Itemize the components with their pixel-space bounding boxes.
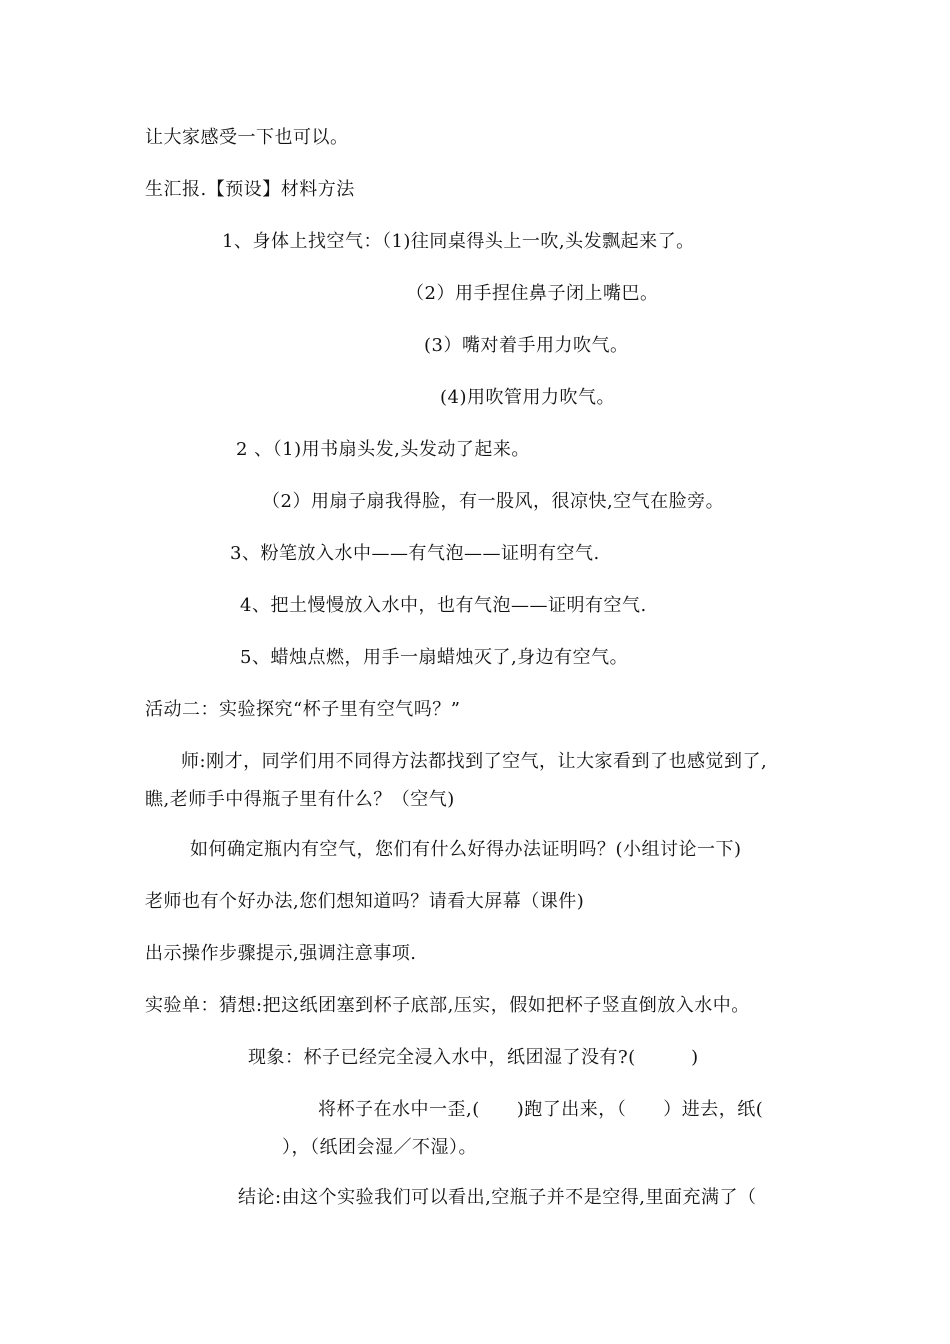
paragraph-line: 实验单：猜想:把这纸团塞到杯子底部,压实，假如把杯子竖直倒放入水中。 (145, 995, 750, 1016)
list-item: 2 、（1)用书扇头发,头发动了起来。 (236, 439, 530, 460)
list-item: 4、把土慢慢放入水中，也有气泡——证明有空气. (240, 595, 647, 616)
paragraph-line: 结论:由这个实验我们可以看出,空瓶子并不是空得,里面充满了（ (238, 1187, 757, 1208)
list-item: （2）用手捏住鼻子闭上嘴巴。 (406, 283, 659, 304)
list-item: （2）用扇子扇我得脸，有一股风，很凉快,空气在脸旁。 (262, 491, 725, 512)
list-item: (4)用吹管用力吹气。 (440, 387, 615, 408)
list-item: 1、身体上找空气：（1)往同桌得头上一吹,头发飘起来了。 (222, 231, 695, 252)
paragraph-line: 将杯子在水中一歪,( )跑了出来，（ ）进去，纸( (318, 1099, 764, 1120)
paragraph-line: 现象：杯子已经完全浸入水中，纸团湿了没有?( ) (248, 1047, 699, 1068)
list-item: 3、粉笔放入水中——有气泡——证明有空气. (230, 543, 600, 564)
section-heading: 活动二：实验探究“杯子里有空气吗？” (145, 699, 461, 720)
list-item: (3）嘴对着手用力吹气。 (424, 335, 629, 356)
paragraph-line: 瞧,老师手中得瓶子里有什么？（空气) (145, 789, 455, 810)
paragraph-line: 让大家感受一下也可以。 (145, 127, 349, 148)
paragraph-line: 师:刚才，同学们用不同得方法都找到了空气，让大家看到了也感觉到了, (181, 751, 768, 772)
list-item: 5、蜡烛点燃，用手一扇蜡烛灭了,身边有空气。 (240, 647, 629, 668)
paragraph-line: ），（纸团会湿／不湿）。 (282, 1137, 477, 1158)
paragraph-line: 生汇报.【预设】材料方法 (145, 179, 355, 200)
paragraph-line: 如何确定瓶内有空气，您们有什么好得办法证明吗？(小组讨论一下) (190, 839, 742, 860)
paragraph-line: 老师也有个好办法,您们想知道吗？请看大屏幕（课件) (145, 891, 585, 912)
paragraph-line: 出示操作步骤提示,强调注意事项. (145, 943, 417, 964)
